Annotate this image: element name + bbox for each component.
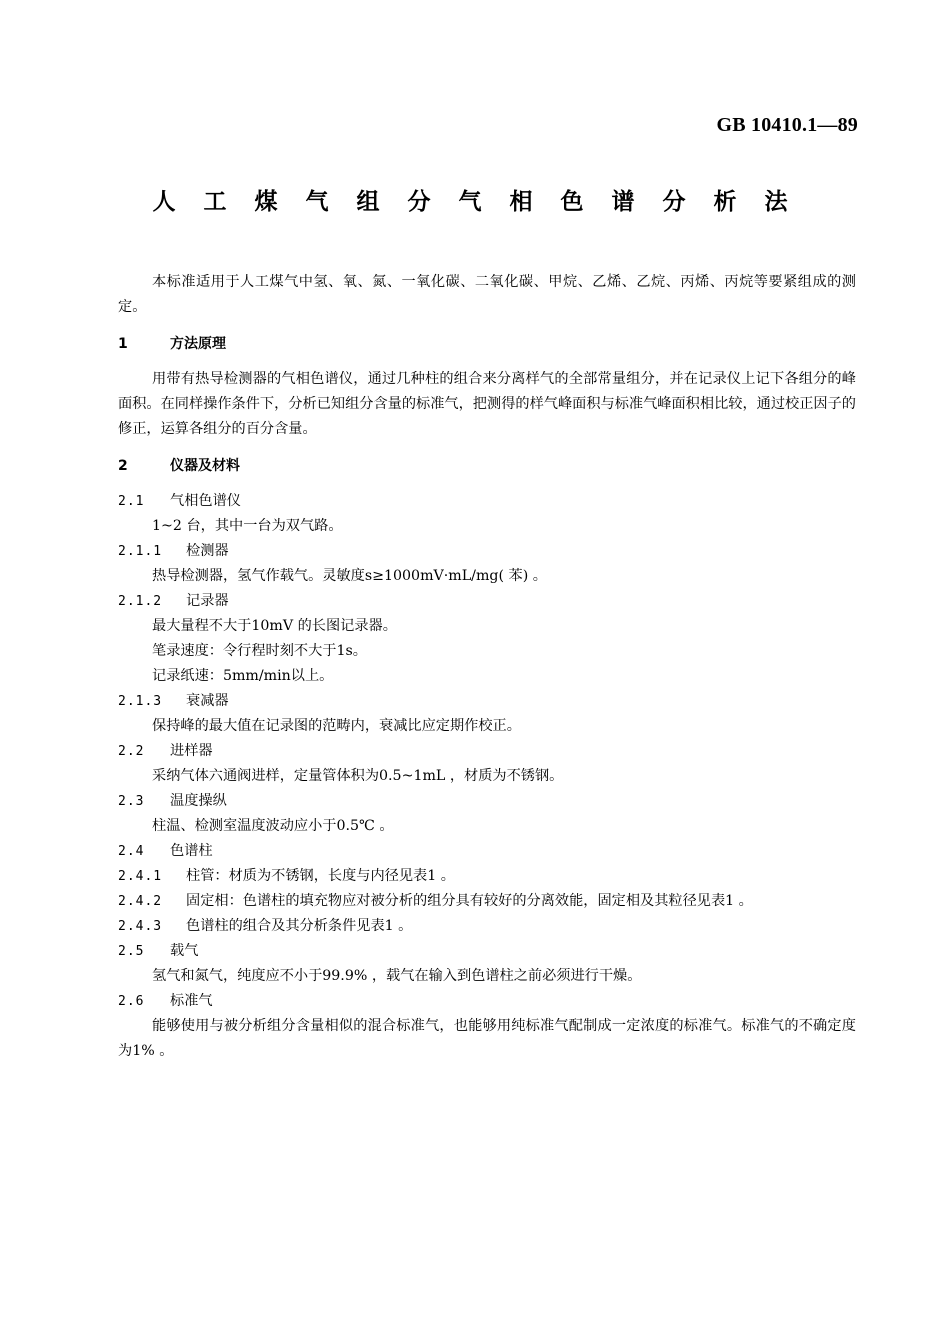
item-number: 2.5 (118, 944, 145, 959)
item-number: 2.4.1 (118, 869, 163, 884)
item-2-4-1 (118, 864, 856, 889)
item-number: 2.4 (118, 844, 145, 859)
section-1-paragraph: 用带有热导检测器的气相色谱仪，通过几种柱的组合来分离样气的全部常量组分，并在记录仪上记下各组分的峰面积。在同样操作条件下，分析已知组分含量的标准气，把测得的样气峰面积与标准气峰面积相比较，通过校正因子的修正，运算各组分的百分含量。 (118, 371, 856, 437)
item-2-6 (118, 989, 856, 1014)
item-2-4-3 (118, 914, 856, 939)
item-2-1-3 (118, 689, 856, 714)
item-title: 记录器 (186, 593, 229, 609)
section-2-heading (118, 454, 856, 479)
item-title: 柱管：材质为不锈钢，长度与内径见表1 。 (186, 868, 455, 884)
item-2-4-2 (118, 889, 856, 914)
item-2-1-text: 1~2 台，其中一台为双气路。 (152, 518, 343, 534)
item-title: 色谱柱 (170, 843, 213, 859)
section-number: 2 (118, 458, 128, 474)
item-number: 2.2 (118, 744, 145, 759)
item-number: 2.1.3 (118, 694, 163, 709)
item-number: 2.3 (118, 794, 145, 809)
item-2-1-2-line1: 最大量程不大于10mV 的长图记录器。 (152, 618, 397, 634)
item-title: 进样器 (170, 743, 213, 759)
section-number: 1 (118, 336, 128, 352)
item-title: 固定相：色谱柱的填充物应对被分析的组分具有较好的分离效能，固定相及其粒径见表1 。 (186, 893, 753, 909)
document-title: 人 工 煤 气 组 分 气 相 色 谱 分 析 法 (152, 189, 798, 215)
item-2-1-3-text: 保持峰的最大值在记录图的范畴内，衰减比应定期作校正。 (152, 718, 521, 734)
item-2-3-text: 柱温、检测室温度波动应小于0.5℃ 。 (152, 818, 394, 834)
section-title: 仪器及材料 (170, 458, 240, 474)
standard-code: GB 10410.1—89 (716, 114, 858, 136)
item-2-5-text: 氢气和氮气，纯度应不小于99.9% ，载气在输入到色谱柱之前必须进行干燥。 (152, 968, 642, 984)
item-2-1 (118, 489, 856, 514)
item-2-1-2-line3: 记录纸速：5mm/min以上。 (152, 668, 334, 684)
item-title: 检测器 (186, 543, 229, 559)
item-number: 2.4.2 (118, 894, 163, 909)
item-2-4 (118, 839, 856, 864)
item-title: 标准气 (170, 993, 213, 1009)
item-2-2 (118, 739, 856, 764)
section-1-heading (118, 332, 856, 357)
item-2-1-2 (118, 589, 856, 614)
item-title: 衰减器 (186, 693, 229, 709)
item-2-3 (118, 789, 856, 814)
item-2-2-text: 采纳气体六通阀进样，定量管体积为0.5~1mL ，材质为不锈钢。 (152, 768, 564, 784)
item-title: 载气 (170, 943, 199, 959)
item-2-1-2-line2: 笔录速度：令行程时刻不大于1s。 (152, 643, 367, 659)
item-2-1-1 (118, 539, 856, 564)
item-number: 2.4.3 (118, 919, 163, 934)
intro-paragraph: 本标准适用于人工煤气中氢、氧、氮、一氧化碳、二氧化碳、甲烷、乙烯、乙烷、丙烯、丙烷等要紧组成的测定。 (118, 274, 856, 315)
item-title: 温度操纵 (170, 793, 227, 809)
item-2-5 (118, 939, 856, 964)
item-number: 2.1 (118, 494, 145, 509)
item-number: 2.6 (118, 994, 145, 1009)
item-number: 2.1.1 (118, 544, 163, 559)
item-title: 色谱柱的组合及其分析条件见表1 。 (186, 918, 413, 934)
item-2-1-1-text: 热导检测器，氢气作载气。灵敏度s≥1000mV·mL/mg( 苯) 。 (152, 568, 547, 584)
item-number: 2.1.2 (118, 594, 163, 609)
item-title: 气相色谱仪 (170, 493, 241, 509)
section-title: 方法原理 (170, 336, 226, 352)
document-body (118, 270, 856, 1064)
item-2-6-text: 能够使用与被分析组分含量相似的混合标准气，也能够用纯标准气配制成一定浓度的标准气。标准气的不确定度为1% 。 (118, 1018, 856, 1059)
